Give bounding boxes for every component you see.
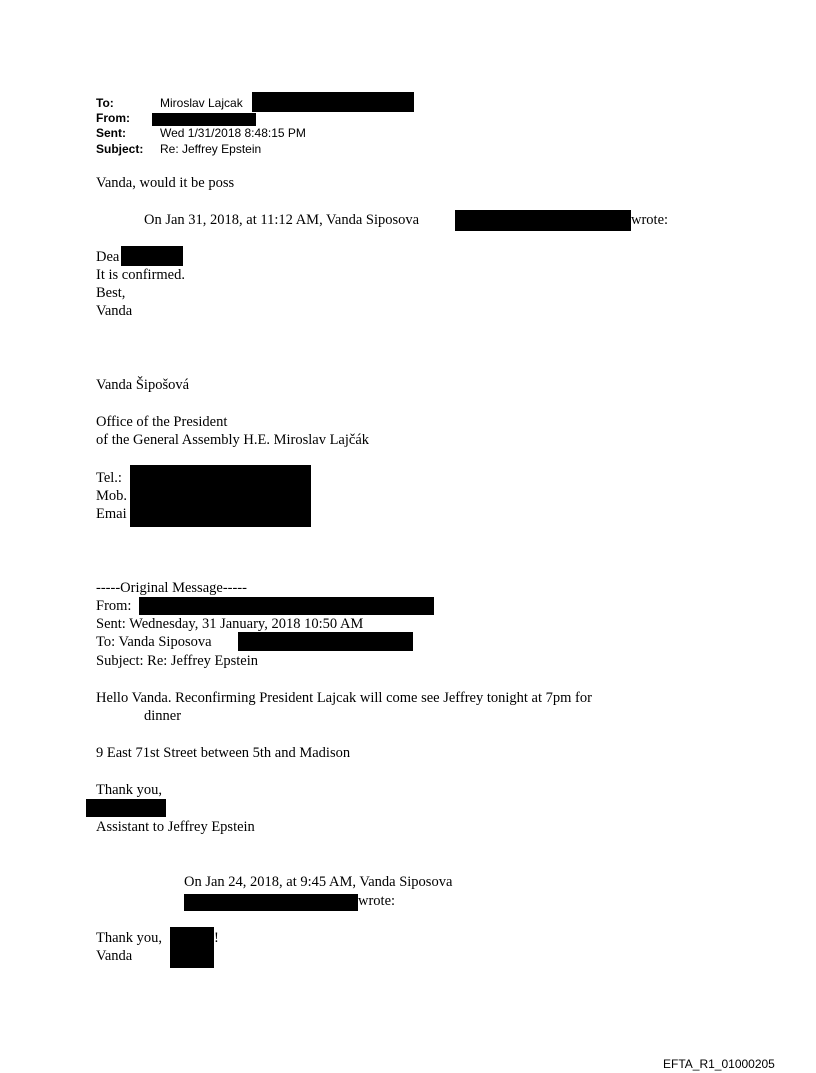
signature-tel: Tel.:: [96, 470, 122, 486]
sent-label: Sent:: [96, 126, 126, 140]
signature-name: Vanda Šipošová: [96, 377, 190, 393]
dear-line: Dea: [96, 249, 120, 265]
redaction-to-address: [252, 92, 414, 112]
redaction-contact-block: [130, 465, 311, 527]
redaction-dear-name: [121, 246, 183, 266]
from-label: From:: [96, 111, 130, 125]
sent-value: Wed 1/31/2018 8:48:15 PM: [160, 126, 306, 140]
redaction-quote1-email: [455, 210, 631, 231]
assistant-line: Assistant to Jeffrey Epstein: [96, 819, 255, 835]
signature-office-2: of the General Assembly H.E. Miroslav Lajčák: [96, 432, 370, 448]
redaction-assistant-name: [86, 799, 166, 817]
redaction-quote2-email: [184, 894, 358, 911]
signature-email: Emai: [96, 506, 127, 522]
vanda-line-2: Vanda: [96, 948, 133, 964]
thank-you-line: Thank you,: [96, 782, 163, 798]
redaction-from: [152, 113, 256, 126]
exclamation: !: [214, 930, 219, 946]
signature-mob: Mob.: [96, 488, 128, 504]
best-line: Best,: [96, 285, 126, 301]
reply-line: Vanda, would it be poss: [96, 175, 235, 191]
confirmed-line: It is confirmed.: [96, 267, 185, 283]
vanda-line: Vanda: [96, 303, 133, 319]
original-body-line-2: dinner: [144, 708, 182, 724]
to-value: Miroslav Lajcak: [160, 96, 243, 110]
quote2-wrote: wrote:: [358, 893, 396, 909]
original-to: To: Vanda Siposova: [96, 634, 212, 650]
redaction-original-to: [238, 632, 413, 651]
quote1-wrote: wrote:: [631, 212, 669, 228]
original-subject: Subject: Re: Jeffrey Epstein: [96, 653, 259, 669]
address-line: 9 East 71st Street between 5th and Madison: [96, 745, 351, 761]
original-body-line-1: Hello Vanda. Reconfirming President Lajcak will come see Jeffrey tonight at 7pm for: [96, 690, 592, 706]
bates-number: EFTA_R1_01000205: [663, 1057, 775, 1071]
redaction-original-from: [139, 597, 434, 615]
quote2-intro: On Jan 24, 2018, at 9:45 AM, Vanda Siposova: [184, 874, 453, 890]
subject-label: Subject:: [96, 142, 144, 156]
signature-office-1: Office of the President: [96, 414, 228, 430]
to-label: To:: [96, 96, 114, 110]
original-sent: Sent: Wednesday, 31 January, 2018 10:50 AM: [96, 616, 364, 632]
redaction-thanks-name: [170, 927, 214, 968]
thank-you-line-2: Thank you,: [96, 930, 163, 946]
original-message-header: -----Original Message-----: [96, 580, 247, 596]
quote1-intro: On Jan 31, 2018, at 11:12 AM, Vanda Siposova: [144, 212, 420, 228]
original-from: From:: [96, 598, 132, 614]
subject-value: Re: Jeffrey Epstein: [160, 142, 262, 156]
